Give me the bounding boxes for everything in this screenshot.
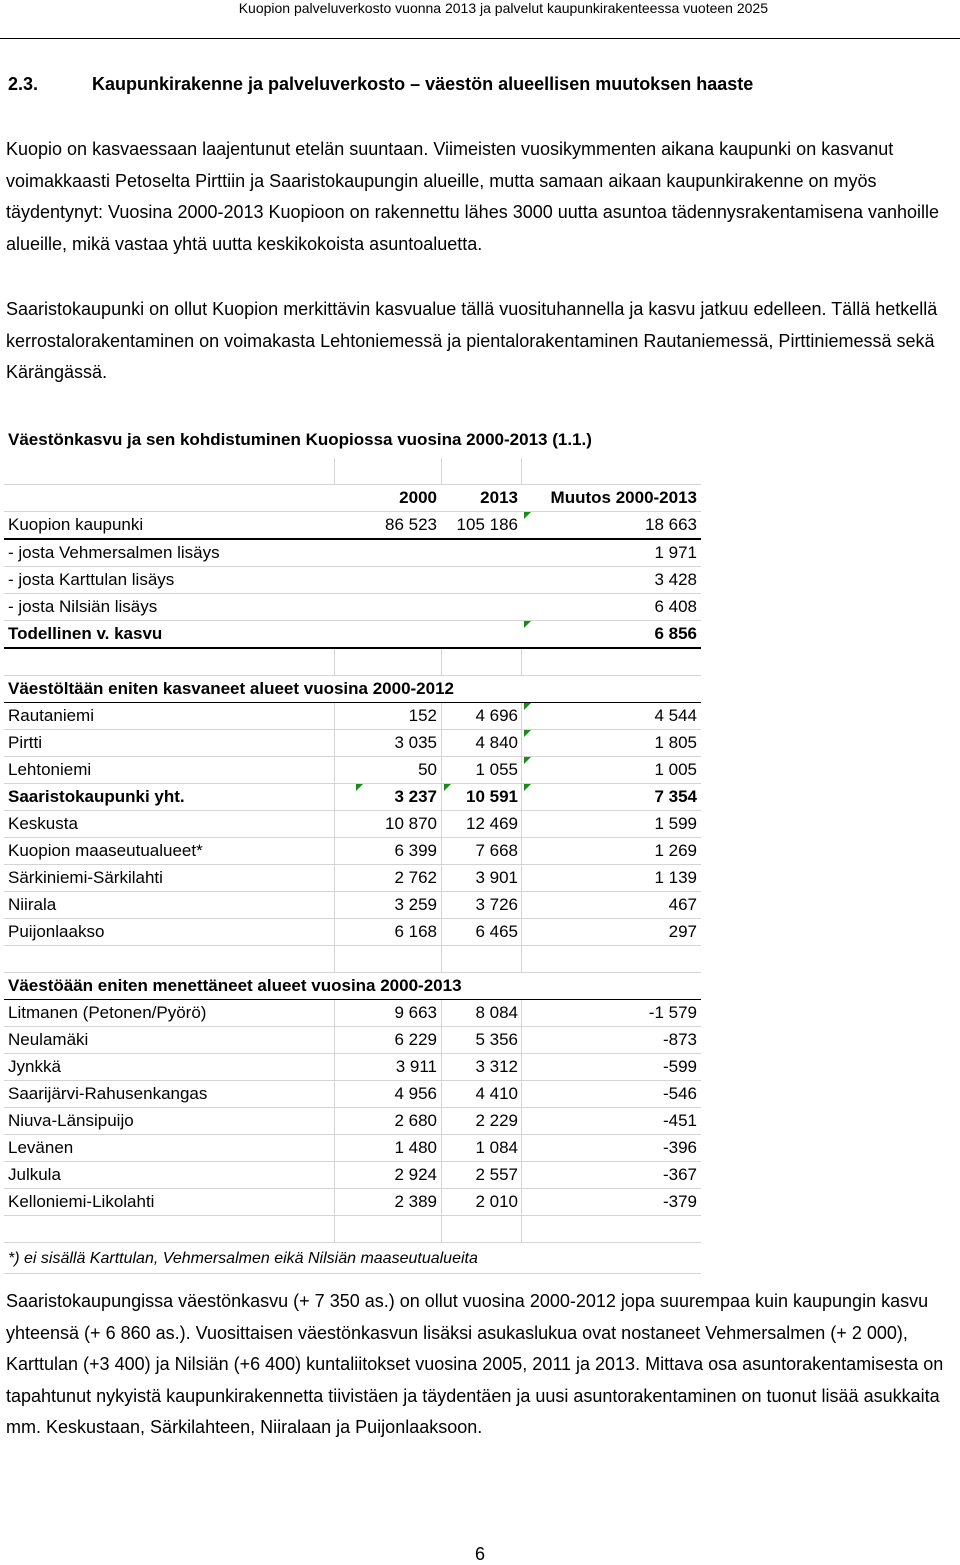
column-header-change: Muutos 2000-2013 bbox=[550, 488, 697, 507]
area-name: Julkula bbox=[8, 1165, 61, 1184]
value-2000: 1 480 bbox=[394, 1138, 437, 1157]
area-name: Pirtti bbox=[8, 733, 42, 752]
grid-line bbox=[441, 1216, 442, 1242]
table-row bbox=[4, 1162, 701, 1189]
value-2000: 4 956 bbox=[394, 1084, 437, 1103]
table-row bbox=[4, 703, 701, 730]
grid-line bbox=[441, 730, 442, 756]
grid-line bbox=[334, 1162, 335, 1188]
grid-line bbox=[334, 730, 335, 756]
grid-line bbox=[334, 784, 335, 810]
value-2013: 6 465 bbox=[475, 922, 518, 941]
value-2000: 86 523 bbox=[385, 515, 437, 534]
grid-line bbox=[521, 838, 522, 864]
grid-line bbox=[334, 458, 335, 484]
table-row bbox=[4, 730, 701, 757]
value-2013: 10 591 bbox=[466, 787, 518, 806]
value-2013: 2 557 bbox=[475, 1165, 518, 1184]
area-name: Litmanen (Petonen/Pyörö) bbox=[8, 1003, 207, 1022]
value-2013: 1 084 bbox=[475, 1138, 518, 1157]
grid-line bbox=[521, 649, 522, 675]
grid-line bbox=[441, 757, 442, 783]
grid-line bbox=[441, 458, 442, 484]
grid-line bbox=[441, 1189, 442, 1215]
row-label: Todellinen v. kasvu bbox=[8, 624, 163, 643]
grid-line bbox=[441, 838, 442, 864]
value-2013: 8 084 bbox=[475, 1003, 518, 1022]
section-number: 2.3. bbox=[8, 74, 39, 94]
paragraph-3: Saaristokaupungissa väestönkasvu (+ 7 350 as.) on ollut vuosina 2000-2012 jopa suurempaa kuin kaupungin kasvu yhteensä (+ 6 860 as.). Vuosittaisen väestönkasvun lisäksi asukaslukua ovat nostaneet Vehmersalmen (+ 2 000), Karttulan (+3 400) ja Nilsiän (+6 400) kuntaliitokset vuosina 2005, 2011 ja 2013. Mittava osa asuntorakentamisesta on tapahtunut nykyistä kaupunkirakennetta tiivistäen ja täydentäen ja uusi asuntorakentaminen on tuonut lisää asukkaita mm. Keskustaan, Särkilahteen, Niiralaan ja Puijonlaaksoon. bbox=[6, 1291, 944, 1437]
grid-line bbox=[521, 1000, 522, 1026]
row-label: - josta Vehmersalmen lisäys bbox=[8, 543, 220, 562]
grid-line bbox=[521, 811, 522, 837]
table-row bbox=[4, 1108, 701, 1135]
value-change: 1 269 bbox=[654, 841, 697, 860]
section-title-row bbox=[4, 676, 701, 703]
value-2013: 4 840 bbox=[475, 733, 518, 752]
value-2000: 6 168 bbox=[394, 922, 437, 941]
value-change: -599 bbox=[662, 1057, 697, 1076]
area-name: Särkiniemi-Särkilahti bbox=[8, 868, 163, 887]
blank-row bbox=[4, 649, 701, 676]
value-2013: 2 010 bbox=[475, 1192, 518, 1211]
grid-line bbox=[521, 892, 522, 918]
value-2013: 2 229 bbox=[475, 1111, 518, 1130]
area-name: Keskusta bbox=[8, 814, 78, 833]
comment-marker bbox=[444, 784, 451, 791]
grid-line bbox=[441, 892, 442, 918]
table-row bbox=[4, 838, 701, 865]
table-row bbox=[4, 1027, 701, 1054]
running-header-text: Kuopion palveluverkosto vuonna 2013 ja palvelut kaupunkirakenteessa vuoteen 2025 bbox=[238, 0, 768, 16]
grid-line bbox=[334, 946, 335, 972]
value-change: 4 544 bbox=[654, 706, 697, 725]
grid-line bbox=[521, 1162, 522, 1188]
value-change: -379 bbox=[662, 1192, 697, 1211]
value-2013: 12 469 bbox=[466, 814, 518, 833]
paragraph-1: Kuopio on kasvaessaan laajentunut etelän suuntaan. Viimeisten vuosikymmenten aikana kaupunki on kasvanut voimakkaasti Petoselta Pirttiin ja Saaristokaupungin alueille, mutta samaan aikaan kaupunkirakenne on myös täydentynyt: Vuosina 2000-2013 Kuopioon on rakennettu lähes 3000 uutta asuntoa tädennysrakentamisena vanhoille alueille, mikä vastaa yhtä uutta keskikokoista asuntoaluetta. bbox=[6, 139, 940, 254]
population-table bbox=[4, 458, 701, 1274]
page-number: 6 bbox=[474, 1544, 485, 1564]
grid-line bbox=[521, 1216, 522, 1242]
value-2013: 1 055 bbox=[475, 760, 518, 779]
value-2000: 3 911 bbox=[395, 1057, 437, 1076]
value-change: 1 139 bbox=[654, 868, 697, 887]
value-2013: 3 312 bbox=[475, 1057, 518, 1076]
area-name: Saarijärvi-Rahusenkangas bbox=[8, 1084, 208, 1103]
table-row bbox=[4, 1081, 701, 1108]
grid-line bbox=[521, 1027, 522, 1053]
comment-marker bbox=[524, 784, 531, 791]
section-title: Väestöään eniten menettäneet alueet vuosina 2000-2013 bbox=[8, 976, 462, 995]
grid-line bbox=[521, 784, 522, 810]
footnote: *) ei sisällä Karttulan, Vehmersalmen eikä Nilsiän maaseutualueita bbox=[8, 1250, 478, 1267]
grid-line bbox=[441, 919, 442, 945]
table-row bbox=[4, 621, 701, 649]
value-2000: 6 229 bbox=[394, 1030, 437, 1049]
value-change: -367 bbox=[662, 1165, 697, 1184]
value-2000: 2 924 bbox=[394, 1165, 437, 1184]
footnote-row bbox=[4, 1243, 701, 1274]
value-2000: 3 237 bbox=[394, 787, 437, 806]
comment-marker bbox=[524, 621, 531, 628]
value-2000: 3 035 bbox=[394, 733, 437, 752]
area-name: Rautaniemi bbox=[8, 706, 94, 725]
area-name: Niuva-Länsipuijo bbox=[8, 1111, 134, 1130]
grid-line bbox=[441, 811, 442, 837]
grid-line bbox=[334, 1108, 335, 1134]
table-row bbox=[4, 892, 701, 919]
row-label: - josta Nilsiän lisäys bbox=[8, 597, 158, 616]
table-row bbox=[4, 919, 701, 946]
area-name: Jynkkä bbox=[8, 1057, 61, 1076]
table-header-row bbox=[4, 485, 701, 512]
blank-row bbox=[4, 1216, 701, 1243]
grid-line bbox=[521, 1054, 522, 1080]
value-change: 467 bbox=[668, 895, 697, 914]
grid-line bbox=[334, 1135, 335, 1161]
grid-line bbox=[521, 946, 522, 972]
grid-line bbox=[334, 1216, 335, 1242]
value-change: 3 428 bbox=[654, 570, 697, 589]
grid-line bbox=[441, 703, 442, 729]
grid-line bbox=[334, 1081, 335, 1107]
area-name: Levänen bbox=[8, 1138, 74, 1157]
table-row bbox=[4, 594, 701, 621]
row-label: - josta Karttulan lisäys bbox=[8, 570, 175, 589]
grid-line bbox=[441, 784, 442, 810]
value-2013: 4 410 bbox=[475, 1084, 518, 1103]
grid-line bbox=[334, 649, 335, 675]
value-change: 7 354 bbox=[654, 787, 697, 806]
running-header bbox=[0, 0, 960, 39]
table-row bbox=[4, 1000, 701, 1027]
value-change: -396 bbox=[662, 1138, 697, 1157]
value-change: 297 bbox=[668, 922, 697, 941]
value-2000: 9 663 bbox=[394, 1003, 437, 1022]
table-row bbox=[4, 811, 701, 838]
grid-line bbox=[441, 649, 442, 675]
table-row bbox=[4, 567, 701, 594]
column-header-2000: 2000 bbox=[399, 488, 437, 507]
section-title: Kaupunkirakenne ja palveluverkosto – väestön alueellisen muutoksen haaste bbox=[92, 74, 754, 94]
area-name: Lehtoniemi bbox=[8, 760, 92, 779]
grid-line bbox=[441, 1027, 442, 1053]
area-name: Neulamäki bbox=[8, 1030, 89, 1049]
grid-line bbox=[441, 1081, 442, 1107]
grid-line bbox=[521, 1189, 522, 1215]
grid-line bbox=[521, 703, 522, 729]
grid-line bbox=[521, 1108, 522, 1134]
grid-line bbox=[334, 757, 335, 783]
area-name: Kuopion maaseutualueet* bbox=[8, 841, 203, 860]
value-change: 1 971 bbox=[654, 543, 697, 562]
value-2000: 2 389 bbox=[394, 1192, 437, 1211]
value-change: 1 805 bbox=[654, 733, 697, 752]
value-change: -451 bbox=[662, 1111, 697, 1130]
value-2013: 7 668 bbox=[475, 841, 518, 860]
grid-line bbox=[334, 1054, 335, 1080]
grid-line bbox=[521, 1081, 522, 1107]
area-name: Niirala bbox=[8, 895, 57, 914]
value-change: -873 bbox=[662, 1030, 697, 1049]
comment-marker bbox=[524, 703, 531, 710]
grid-line bbox=[334, 892, 335, 918]
comment-marker bbox=[356, 784, 363, 791]
comment-marker bbox=[524, 512, 531, 519]
grid-line bbox=[334, 811, 335, 837]
grid-line bbox=[521, 757, 522, 783]
table-row bbox=[4, 784, 701, 811]
grid-line bbox=[334, 838, 335, 864]
grid-line bbox=[334, 1027, 335, 1053]
blank-row bbox=[4, 946, 701, 973]
grid-line bbox=[334, 919, 335, 945]
value-change: 6 856 bbox=[654, 624, 697, 643]
value-2000: 6 399 bbox=[394, 841, 437, 860]
section-heading bbox=[8, 74, 753, 95]
comment-marker bbox=[524, 730, 531, 737]
value-2000: 10 870 bbox=[385, 814, 437, 833]
value-2013: 5 356 bbox=[475, 1030, 518, 1049]
section-title-row bbox=[4, 973, 701, 1000]
area-name: Puijonlaakso bbox=[8, 922, 105, 941]
value-change: 6 408 bbox=[654, 597, 697, 616]
value-2013: 105 186 bbox=[456, 515, 518, 534]
row-label: Kuopion kaupunki bbox=[8, 515, 144, 534]
value-2000: 152 bbox=[408, 706, 437, 725]
value-2000: 3 259 bbox=[394, 895, 437, 914]
value-change: -546 bbox=[662, 1084, 697, 1103]
grid-line bbox=[521, 1135, 522, 1161]
grid-line bbox=[441, 1054, 442, 1080]
grid-line bbox=[521, 458, 522, 484]
table-title: Väestönkasvu ja sen kohdistuminen Kuopiossa vuosina 2000-2013 (1.1.) bbox=[8, 430, 592, 449]
grid-line bbox=[441, 865, 442, 891]
blank-row bbox=[4, 458, 701, 485]
area-name: Kelloniemi-Likolahti bbox=[8, 1192, 155, 1211]
grid-line bbox=[521, 865, 522, 891]
table-row bbox=[4, 512, 701, 540]
grid-line bbox=[521, 919, 522, 945]
value-change: 18 663 bbox=[645, 515, 697, 534]
paragraph-2: Saaristokaupunki on ollut Kuopion merkittävin kasvualue tällä vuosituhannella ja kasvu jatkuu edelleen. Tällä hetkellä kerrostalorakentaminen on voimakasta Lehtoniemessä ja pientalorakentaminen Rautaniemessä, Pirttiniemessä sekä Kärängässä. bbox=[6, 299, 938, 382]
grid-line bbox=[441, 1135, 442, 1161]
value-2000: 2 762 bbox=[394, 868, 437, 887]
grid-line bbox=[441, 1162, 442, 1188]
table-row bbox=[4, 1189, 701, 1216]
grid-line bbox=[334, 703, 335, 729]
section-title: Väestöltään eniten kasvaneet alueet vuosina 2000-2012 bbox=[8, 679, 455, 698]
table-row bbox=[4, 757, 701, 784]
table-row bbox=[4, 1054, 701, 1081]
grid-line bbox=[334, 865, 335, 891]
grid-line bbox=[334, 1189, 335, 1215]
grid-line bbox=[334, 1000, 335, 1026]
grid-line bbox=[441, 1108, 442, 1134]
grid-line bbox=[441, 1000, 442, 1026]
comment-marker bbox=[524, 757, 531, 764]
value-change: 1 599 bbox=[654, 814, 697, 833]
table-row bbox=[4, 1135, 701, 1162]
value-2013: 4 696 bbox=[475, 706, 518, 725]
area-name: Saaristokaupunki yht. bbox=[8, 787, 185, 806]
value-change: -1 579 bbox=[648, 1003, 697, 1022]
table-row bbox=[4, 540, 701, 567]
grid-line bbox=[521, 730, 522, 756]
table-row bbox=[4, 865, 701, 892]
column-header-2013: 2013 bbox=[480, 488, 518, 507]
value-2013: 3 726 bbox=[475, 895, 518, 914]
value-2000: 2 680 bbox=[394, 1111, 437, 1130]
grid-line bbox=[441, 946, 442, 972]
value-2013: 3 901 bbox=[475, 868, 518, 887]
value-change: 1 005 bbox=[654, 760, 697, 779]
value-2000: 50 bbox=[418, 760, 437, 779]
